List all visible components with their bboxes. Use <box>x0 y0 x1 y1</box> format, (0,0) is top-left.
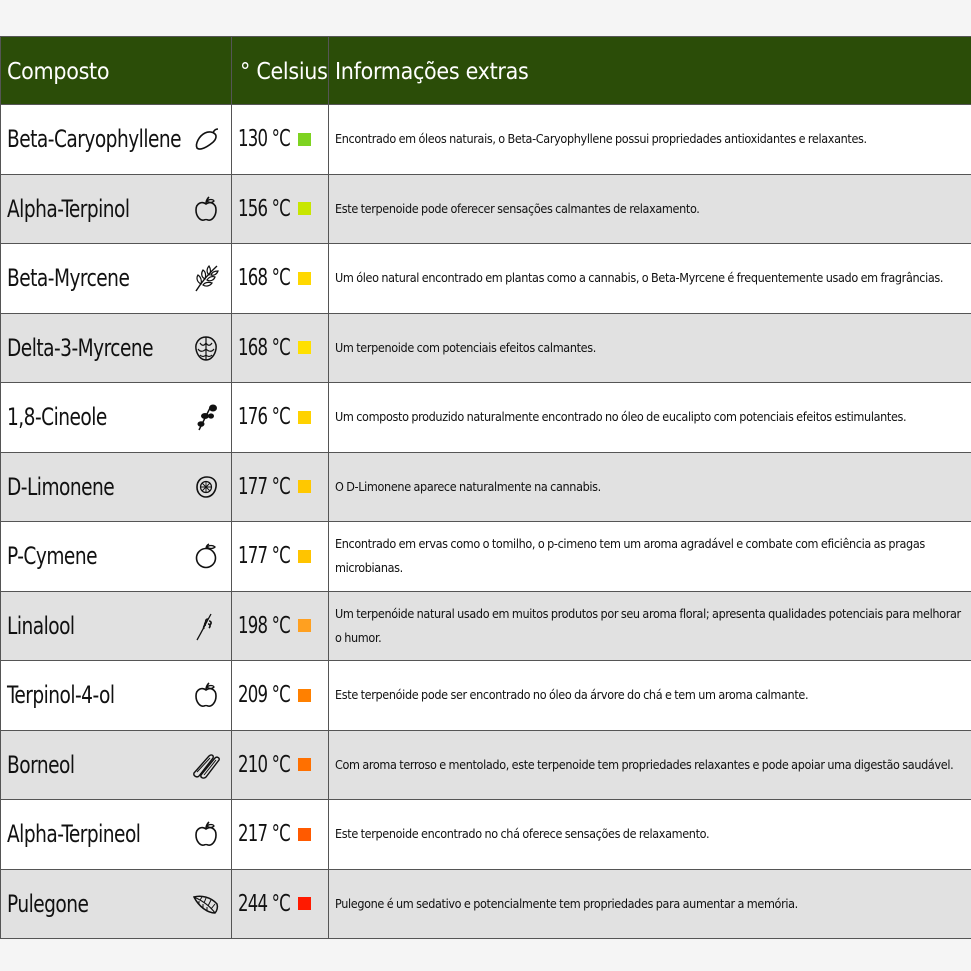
compound-name: Beta-Caryophyllene <box>7 125 182 154</box>
eucalyptus-icon <box>191 402 221 432</box>
temperature-cell <box>232 800 329 870</box>
info-text: Um terpenoide com potenciais efeitos calmantes. <box>335 339 596 355</box>
info-text: Um óleo natural encontrado em plantas como a cannabis, o Beta-Myrcene é frequentemente usado em fragrâncias. <box>335 270 944 286</box>
temperature-cell <box>232 174 329 244</box>
info-text: O D-Limonene aparece naturalmente na cannabis. <box>335 478 601 494</box>
temperature-color-swatch <box>298 619 311 632</box>
compound-cell <box>1 661 232 731</box>
table-row <box>1 452 971 522</box>
compound-cell <box>1 313 232 383</box>
temperature-color-swatch <box>298 828 311 841</box>
table-row <box>1 661 971 731</box>
temperature-color-swatch <box>298 341 311 354</box>
apple-icon <box>191 819 221 849</box>
temperature-value: 217 °C <box>238 821 290 848</box>
table-row <box>1 313 971 383</box>
table-header-row <box>1 37 971 105</box>
compound-cell <box>1 105 232 175</box>
header-compound: Composto <box>1 37 232 105</box>
temperature-color-swatch <box>298 133 311 146</box>
temperature-value: 168 °C <box>238 334 290 361</box>
info-cell <box>329 452 971 522</box>
temperature-value: 176 °C <box>238 404 290 431</box>
compound-cell <box>1 800 232 870</box>
info-cell <box>329 105 971 175</box>
table-row <box>1 105 971 175</box>
temperature-cell <box>232 452 329 522</box>
info-text: Encontrado em óleos naturais, o Beta-Caryophyllene possui propriedades antioxidantes e relaxantes. <box>335 131 867 147</box>
header-celsius: ° Celsius <box>232 37 329 105</box>
temperature-color-swatch <box>298 897 311 910</box>
header-info: Informações extras <box>329 37 971 105</box>
table-row <box>1 730 971 800</box>
apple-icon <box>191 194 221 224</box>
info-cell <box>329 522 971 592</box>
temperature-value: 168 °C <box>238 265 290 292</box>
compound-name: D-Limonene <box>7 472 115 501</box>
temperature-color-swatch <box>298 272 311 285</box>
compound-name: 1,8-Cineole <box>7 403 107 432</box>
temperature-cell <box>232 591 329 661</box>
temperature-color-swatch <box>298 480 311 493</box>
table-row <box>1 174 971 244</box>
info-cell <box>329 730 971 800</box>
compound-name: Linalool <box>7 611 75 640</box>
temperature-cell <box>232 661 329 731</box>
info-cell <box>329 869 971 939</box>
info-text: Um terpenóide natural usado em muitos produtos por seu aroma floral; apresenta qualidades potenciais para melhorar o humor. <box>335 605 961 645</box>
compound-name: Beta-Myrcene <box>7 264 130 293</box>
temperature-value: 244 °C <box>238 890 290 917</box>
compound-name: Alpha-Terpinol <box>7 194 130 223</box>
temperature-cell <box>232 730 329 800</box>
temperature-value: 210 °C <box>238 751 290 778</box>
compound-cell <box>1 244 232 314</box>
apple-icon <box>191 680 221 710</box>
info-text: Encontrado em ervas como o tomilho, o p-cimeno tem um aroma agradável e combate com eficiência as pragas microbianas. <box>335 536 925 576</box>
compound-name: Alpha-Terpineol <box>7 820 141 849</box>
table-row <box>1 591 971 661</box>
compound-cell <box>1 452 232 522</box>
lemon-icon <box>191 472 221 502</box>
compound-name: Borneol <box>7 750 75 779</box>
temperature-cell <box>232 522 329 592</box>
temperature-cell <box>232 105 329 175</box>
herb-sprig-icon <box>191 263 221 293</box>
cinnamon-icon <box>191 750 221 780</box>
terpene-table <box>0 36 971 939</box>
compound-cell <box>1 730 232 800</box>
info-cell <box>329 313 971 383</box>
compound-cell <box>1 383 232 453</box>
compound-cell <box>1 869 232 939</box>
temperature-value: 209 °C <box>238 682 290 709</box>
temperature-value: 177 °C <box>238 473 290 500</box>
temperature-value: 130 °C <box>238 126 290 153</box>
info-text: Este terpenóide pode ser encontrado no óleo da árvore do chá e tem um aroma calmante. <box>335 687 809 703</box>
temperature-value: 156 °C <box>238 195 290 222</box>
pepper-icon <box>191 124 221 154</box>
temperature-color-swatch <box>298 689 311 702</box>
table-row <box>1 800 971 870</box>
temperature-cell <box>232 383 329 453</box>
temperature-color-swatch <box>298 202 311 215</box>
temperature-cell <box>232 869 329 939</box>
info-cell <box>329 591 971 661</box>
info-cell <box>329 661 971 731</box>
compound-cell <box>1 174 232 244</box>
temperature-cell <box>232 313 329 383</box>
compound-cell <box>1 591 232 661</box>
compound-name: P-Cymene <box>7 542 98 571</box>
info-cell <box>329 244 971 314</box>
hop-cone-icon <box>191 333 221 363</box>
temperature-value: 198 °C <box>238 612 290 639</box>
compound-cell <box>1 522 232 592</box>
mint-leaf-icon <box>191 889 221 919</box>
temperature-color-swatch <box>298 758 311 771</box>
temperature-color-swatch <box>298 411 311 424</box>
temperature-cell <box>232 244 329 314</box>
table-row <box>1 869 971 939</box>
info-cell <box>329 383 971 453</box>
compound-name: Terpinol-4-ol <box>7 681 115 710</box>
table-row <box>1 522 971 592</box>
orange-icon <box>191 541 221 571</box>
info-cell <box>329 800 971 870</box>
compound-name: Delta-3-Myrcene <box>7 333 154 362</box>
table-row <box>1 383 971 453</box>
info-text: Pulegone é um sedativo e potencialmente tem propriedades para aumentar a memória. <box>335 895 798 911</box>
temperature-value: 177 °C <box>238 543 290 570</box>
info-cell <box>329 174 971 244</box>
info-text: Este terpenoide pode oferecer sensações calmantes de relaxamento. <box>335 200 700 216</box>
info-text: Um composto produzido naturalmente encontrado no óleo de eucalipto com potenciais efeitos estimulantes. <box>335 409 907 425</box>
table-row <box>1 244 971 314</box>
compound-name: Pulegone <box>7 889 89 918</box>
info-text: Este terpenoide encontrado no chá oferece sensações de relaxamento. <box>335 826 710 842</box>
temperature-color-swatch <box>298 550 311 563</box>
lavender-icon <box>191 611 221 641</box>
info-text: Com aroma terroso e mentolado, este terpenoide tem propriedades relaxantes e pode apoiar uma digestão saudável. <box>335 756 954 772</box>
